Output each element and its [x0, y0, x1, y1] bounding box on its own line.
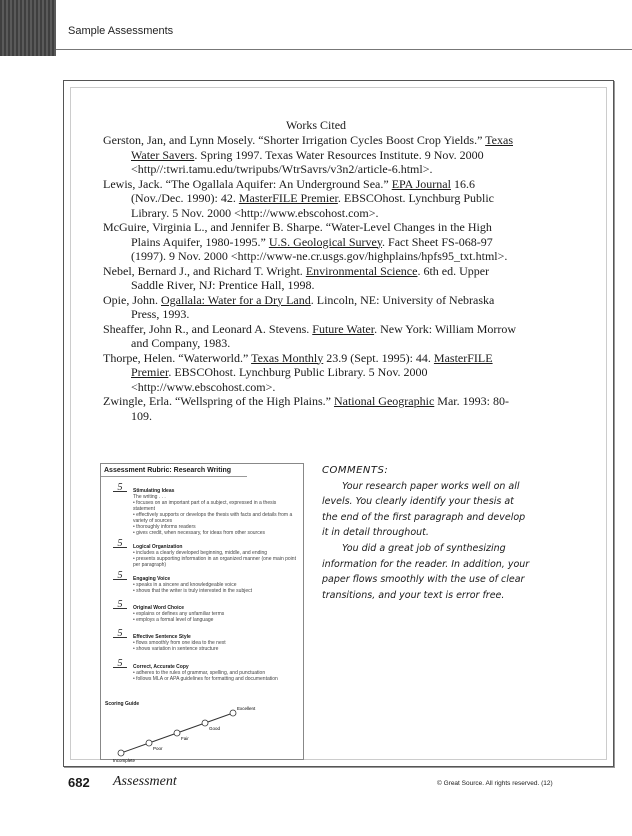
citation-entry	[103, 351, 523, 395]
citation-title: Ogallala: Water for a Dry Land	[161, 292, 311, 307]
citation-entry	[103, 133, 523, 177]
rubric-criterion	[113, 599, 298, 623]
citation-text: Lewis, Jack. “The Ogallala Aquifer: An Underground Sea.”	[103, 176, 392, 191]
scale-label: Good	[209, 726, 221, 731]
citation-text: . Lincoln, NE: University of Nebraska Press, 1993.	[131, 292, 495, 321]
rubric-criterion	[113, 570, 298, 594]
criterion-score: 5	[113, 573, 127, 580]
citation-entry	[103, 177, 523, 221]
citation-title: MasterFILE Premier	[238, 191, 338, 205]
citation-title: EPA Journal	[391, 176, 451, 191]
citation-title: National Geographic	[333, 394, 435, 408]
citation-text: Gerston, Jan, and Lynn Mosely. “Shorter Irrigation Cycles Boost Crop Yields.”	[103, 133, 486, 147]
criterion-name: Logical Organization	[133, 544, 183, 550]
citation-text: . EBSCOhost. Lynchburg Public Library. 5 Nov. 2000 <http://www.ebscohost.com>.	[131, 365, 428, 394]
corner-tab	[0, 0, 56, 56]
criterion-score: 5	[113, 485, 127, 492]
criterion-detail: • effectively supports or develops the thesis with facts and details from a variety of sources	[133, 512, 293, 524]
citation-title: U.S. Geological Survey	[268, 234, 383, 249]
citation-text: 23.9 (Sept. 1995): 44.	[323, 350, 434, 365]
criterion-score: 5	[113, 661, 127, 668]
scale-label: Fair	[181, 736, 189, 741]
citation-text: Thorpe, Helen. “Waterworld.”	[103, 350, 252, 365]
scale-point	[118, 750, 124, 756]
criterion-detail: • gives credit, when necessary, for ideas from other sources	[133, 530, 265, 536]
citation-text: 16.6 (Nov./Dec. 1990): 42.	[131, 176, 475, 205]
criterion-name: Original Word Choice	[133, 605, 185, 611]
works-cited-title: Works Cited	[285, 118, 347, 132]
criterion-name: Effective Sentence Style	[133, 634, 191, 640]
criterion-detail: • follows MLA or APA guidelines for formatting and documentation	[133, 676, 278, 682]
criterion-detail: The writing . . .	[133, 494, 166, 500]
citation-title: MasterFILE Premier	[131, 350, 493, 379]
scoring-guide-scale	[111, 706, 256, 763]
criterion-detail: • focuses on an important part of a subject, expressed in a thesis statement	[133, 500, 277, 512]
citation-title: Environmental Science	[305, 263, 418, 278]
criterion-score: 5	[113, 631, 127, 638]
scale-point	[146, 740, 152, 746]
assessment-rubric	[100, 463, 304, 763]
criterion-score: 5	[113, 541, 127, 548]
scale-point	[202, 720, 208, 726]
criterion-detail: • adheres to the rules of grammar, spelling, and punctuation	[133, 670, 266, 676]
citation-entry	[103, 293, 523, 322]
citation-text: McGuire, Virginia L., and Jennifer B. Sharpe. “Water-Level Changes in the High Plains Aquifer, 1980-1995.”	[103, 220, 492, 249]
header-rule	[56, 49, 632, 50]
criterion-detail: • flows smoothly from one idea to the next	[133, 640, 226, 646]
rubric-criterion	[113, 628, 298, 652]
citation-title: Texas Monthly	[251, 350, 324, 365]
citation-text: Sheaffer, John R., and Leonard A. Stevens.	[103, 321, 313, 336]
citation-title: Texas Water Savers	[131, 133, 513, 162]
criterion-detail: • speaks in a sincere and knowledgeable voice	[133, 582, 237, 588]
criterion-detail: • employs a formal level of language	[133, 617, 214, 623]
comments-heading: COMMENTS:	[322, 465, 389, 476]
criterion-detail: • includes a clearly developed beginning, middle, and ending	[133, 550, 268, 556]
criterion-detail: • shows that the writer is truly interested in the subject	[133, 588, 253, 594]
criterion-score: 5	[113, 602, 127, 609]
criterion-detail: • thoroughly informs readers	[133, 524, 196, 530]
criterion-name: Stimulating Ideas	[133, 488, 175, 494]
scoring-guide-title: Scoring Guide	[105, 701, 140, 707]
scale-label: Excellent	[237, 706, 256, 711]
citation-title: Future Water	[312, 321, 375, 336]
rubric-criterion	[113, 538, 298, 568]
criterion-name: Correct, Accurate Copy	[133, 664, 189, 670]
copyright: © Great Source. All rights reserved. (12)	[437, 780, 553, 787]
page-number: 682	[68, 775, 90, 790]
rubric-criterion	[113, 482, 298, 536]
citation-entry	[103, 394, 523, 423]
scale-label: Poor	[153, 746, 163, 751]
citation-text: . EBSCOhost. Lynchburg Public Library. 5 Nov. 2000 <http://www.ebscohost.com>.	[131, 191, 494, 220]
section-label: Assessment	[113, 774, 177, 789]
citation-text: Nebel, Bernard J., and Richard T. Wright.	[103, 263, 306, 278]
scale-point	[174, 730, 180, 736]
criterion-name: Engaging Voice	[133, 576, 171, 582]
citation-text: . Spring 1997. Texas Water Resources Institute. 9 Nov. 2000 <http//:twri.tamu.edu/twripubs/WtrSavrs/v3n2/article-6.html>.	[131, 147, 484, 176]
header-title: Sample Assessments	[68, 25, 174, 37]
citation-text: . Fact Sheet FS-068-97 (1997). 9 Nov. 2000 <http://www-ne.cr.usgs.gov/highplains/hpfs95_txt.html>.	[131, 234, 508, 263]
comment-paragraph: You did a great job of synthesizing information for the reader. In addition, your paper flows smoothly with the use of clear transitions, and your text is error free.	[322, 542, 530, 601]
citation-entry	[103, 322, 523, 351]
comment-paragraph: Your research paper works well on all levels. You clearly identify your thesis at the end of the first paragraph and develop it in detail throughout.	[322, 480, 526, 539]
criterion-detail: • presents supporting information in an organized manner (one main point per paragraph)	[133, 556, 296, 568]
rubric-criterion	[113, 658, 298, 682]
citation-text: Opie, John.	[103, 292, 161, 307]
citation-text: . 6th ed. Upper Saddle River, NJ: Prentice Hall, 1998.	[131, 263, 490, 292]
scale-label: Incomplete	[113, 758, 136, 763]
comments-box	[322, 463, 532, 603]
criterion-detail: • shows variation in sentence structure	[133, 646, 219, 652]
citation-entry	[103, 220, 523, 264]
citation-text: . New York: William Morrow and Company, 1983.	[131, 321, 517, 350]
citation-text: Zwingle, Erla. “Wellspring of the High Plains.”	[103, 394, 334, 408]
rubric-title: Assessment Rubric: Research Writing	[101, 464, 247, 477]
citation-entry	[103, 264, 523, 293]
scale-point	[230, 710, 236, 716]
citation-text: Mar. 1993: 80-109.	[131, 394, 509, 423]
criterion-detail: • explains or defines any unfamiliar terms	[133, 611, 225, 617]
works-cited-list	[103, 133, 523, 423]
